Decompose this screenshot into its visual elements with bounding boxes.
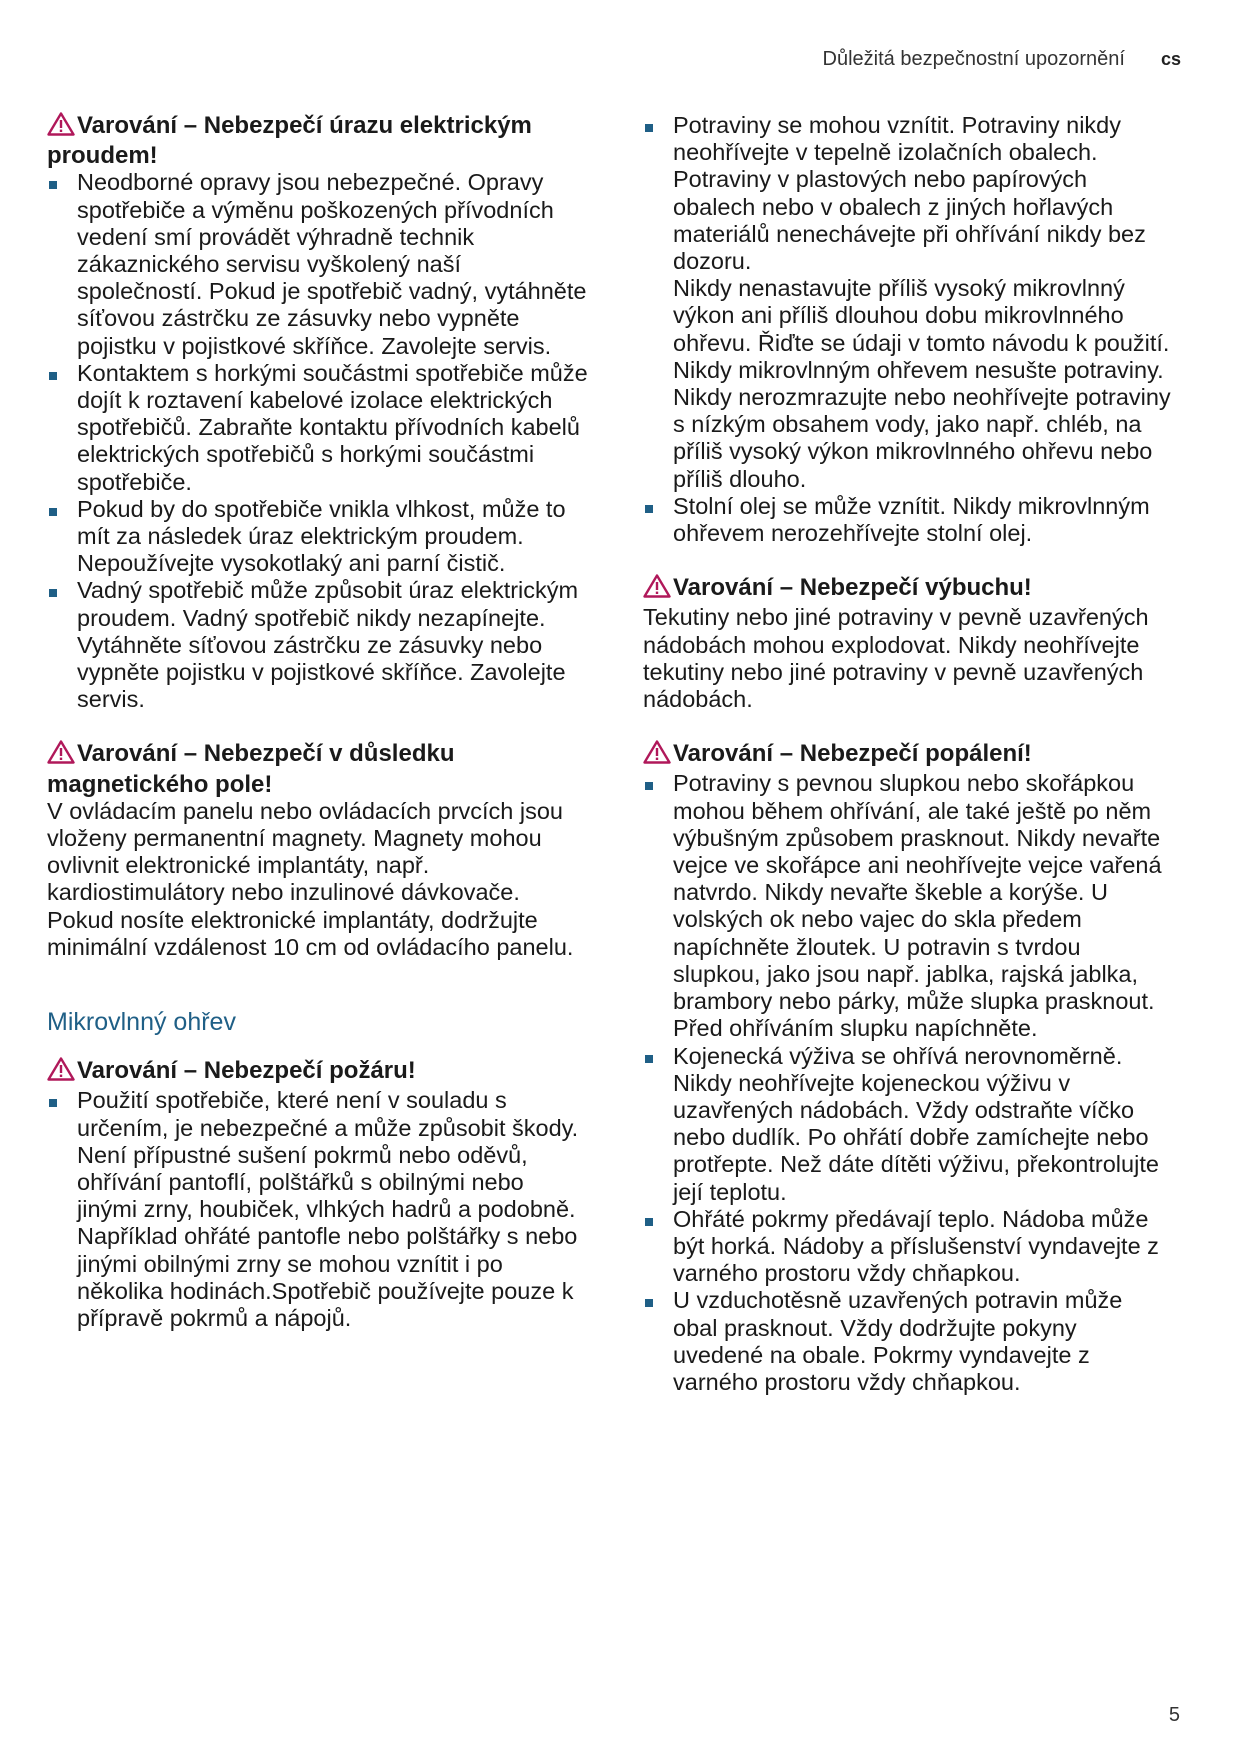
list-item: Kontaktem s horkými součástmi spotřebiče může dojít k roztavení kabelové izolace elektrických spotřebičů. Zabraňte kontaktu přívodních kabelů elektrických spotřebičů s horkými součástmi spotřebiče. bbox=[47, 360, 589, 496]
warning-triangle-icon bbox=[47, 112, 75, 142]
list-item-line: Nikdy nenastavujte příliš vysoký mikrovlnný výkon ani příliš dlouhou dobu mikrovlnného ohřevu. Řiďte se údaji v tomto návodu k použití. bbox=[673, 275, 1170, 356]
left-column bbox=[47, 112, 589, 1359]
list-item-line: Stolní olej se může vznítit. Nikdy mikrovlnným ohřevem nerozehřívejte stolní olej. bbox=[673, 492, 1150, 547]
warning-triangle-icon bbox=[643, 574, 671, 604]
page-number: 5 bbox=[1168, 1704, 1180, 1726]
warning-text: Tekutiny nebo jiné potraviny v pevně uzavřených nádobách mohou explodovat. Nikdy neohřívejte tekutiny nebo jiné potraviny v pevně uzavřených nádobách. bbox=[643, 604, 1149, 713]
list-item-line: Například ohřáté pantofle nebo polštářky s nebo jinými obilnými zrny se mohou vznítit i po několika hodinách.Spotřebič používejte pouze k přípravě pokrmů a nápojů. bbox=[77, 1223, 578, 1331]
warning-title: Varování – Nebezpečí úrazu elektrickým proudem! bbox=[47, 112, 532, 170]
warning-triangle-icon bbox=[47, 1057, 75, 1087]
list-item-line: Potraviny se mohou vznítit. Potraviny nikdy neohřívejte v tepelně izolačních obalech. Potraviny v plastových nebo papírových obalech nebo v obalech z jiných hořlavých materiálů nenechávejte při ohřívání nikdy bez dozoru. bbox=[673, 112, 1146, 275]
warning-fire bbox=[47, 1057, 589, 1332]
list-item-line: Použití spotřebiče, které není v souladu s určením, je nebezpečné a může způsobit škody. bbox=[77, 1087, 579, 1141]
list-item-line: Není přípustné sušení pokrmů nebo oděvů, ohřívání pantoflí, polštářků s obilnými nebo jinými zrny, houbiček, vlhkých hadrů a podobně. bbox=[77, 1141, 576, 1223]
list-item: Vadný spotřebič může způsobit úraz elektrickým proudem. Vadný spotřebič nikdy nezapínejte. Vytáhněte síťovou zástrčku ze zásuvky nebo vypněte pojistku v pojistkové skříňce. Zavolejte servis. bbox=[47, 577, 589, 713]
warning-triangle-icon bbox=[47, 740, 75, 770]
warning-title: Varování – Nebezpečí popálení! bbox=[673, 740, 1032, 768]
list-item: Kojenecká výživa se ohřívá nerovnoměrně. Nikdy neohřívejte kojeneckou výživu v uzavřených nádobách. Vždy odstraňte víčko nebo dudlík. Po ohřátí dobře zamíchejte nebo protřepte. Než dáte dítěti výživu, překontrolujte její teplotu. bbox=[643, 1043, 1173, 1206]
warning-title: Varování – Nebezpečí v důsledku magnetického pole! bbox=[47, 740, 455, 798]
warning-list bbox=[643, 770, 1173, 1396]
list-item bbox=[643, 493, 1173, 547]
page-header bbox=[823, 48, 1181, 71]
warning-electric-shock bbox=[47, 112, 589, 713]
warning-burns bbox=[643, 740, 1173, 1396]
list-item: U vzduchotěsně uzavřených potravin může obal prasknout. Vždy dodržujte pokyny uvedené na obale. Pokrmy vyndavejte z varného prostoru vždy chňapkou. bbox=[643, 1287, 1173, 1396]
warning-explosion bbox=[643, 574, 1173, 713]
list-item: Potraviny s pevnou slupkou nebo skořápkou mohou během ohřívání, ale také ještě po něm výbušným způsobem prasknout. Nikdy nevařte vejce ve skořápce ani neohřívejte vejce vařená natvrdo. Nikdy nevařte škeble a korýše. U volských ok nebo vajec do skla předem napíchněte žloutek. U potravin s tvrdou slupkou, jako jsou např. jablka, rajská jablka, brambory nebo párky, může slupka prasknout. Před ohříváním slupku napíchněte. bbox=[643, 770, 1173, 1042]
language-code: cs bbox=[1160, 49, 1181, 69]
list-item-line: Nikdy nerozmrazujte nebo neohřívejte potraviny s nízkým obsahem vody, jako např. chléb, na příliš vysoký výkon mikrovlnného ohřevu nebo příliš dlouho. bbox=[673, 384, 1171, 492]
list-item bbox=[47, 1087, 589, 1332]
warning-text: V ovládacím panelu nebo ovládacích prvcích jsou vloženy permanentní magnety. Magnety mohou ovlivnit elektronické implantáty, např. kardiostimulátory nebo inzulinové dávkovače. Pokud nosíte elektronické implantáty, dodržujte minimální vzdálenost 10 cm od ovládacího panelu. bbox=[47, 797, 574, 960]
warning-magnetic-field bbox=[47, 740, 589, 961]
header-title: Důležitá bezpečnostní upozornění bbox=[822, 48, 1125, 70]
warning-list bbox=[47, 169, 589, 713]
warning-triangle-icon bbox=[643, 740, 671, 770]
warning-fire-continued bbox=[643, 112, 1173, 547]
right-column bbox=[643, 112, 1173, 1423]
list-item: Ohřáté pokrmy předávají teplo. Nádoba může být horká. Nádoby a příslušenství vyndavejte z varného prostoru vždy chňapkou. bbox=[643, 1206, 1173, 1288]
warning-title: Varování – Nebezpečí výbuchu! bbox=[673, 574, 1032, 602]
list-item: Neodborné opravy jsou nebezpečné. Opravy spotřebiče a výměnu poškozených přívodních vedení smí provádět výhradně technik zákaznického servisu vyškolený naší společností. Pokud je spotřebič vadný, vytáhněte síťovou zástrčku ze zásuvky nebo vypněte pojistku v pojistkové skříňce. Zavolejte servis. bbox=[47, 169, 589, 359]
section-title: Mikrovlnný ohřev bbox=[47, 1008, 236, 1037]
warning-title: Varování – Nebezpečí požáru! bbox=[77, 1057, 416, 1085]
list-item bbox=[643, 112, 1173, 493]
list-item: Pokud by do spotřebiče vnikla vlhkost, může to mít za následek úraz elektrickým proudem. Nepoužívejte vysokotlaký ani parní čistič. bbox=[47, 496, 589, 578]
list-item-line: Nikdy mikrovlnným ohřevem nesušte potraviny. bbox=[673, 356, 1164, 383]
warning-list bbox=[47, 1087, 589, 1332]
warning-list bbox=[643, 112, 1173, 547]
